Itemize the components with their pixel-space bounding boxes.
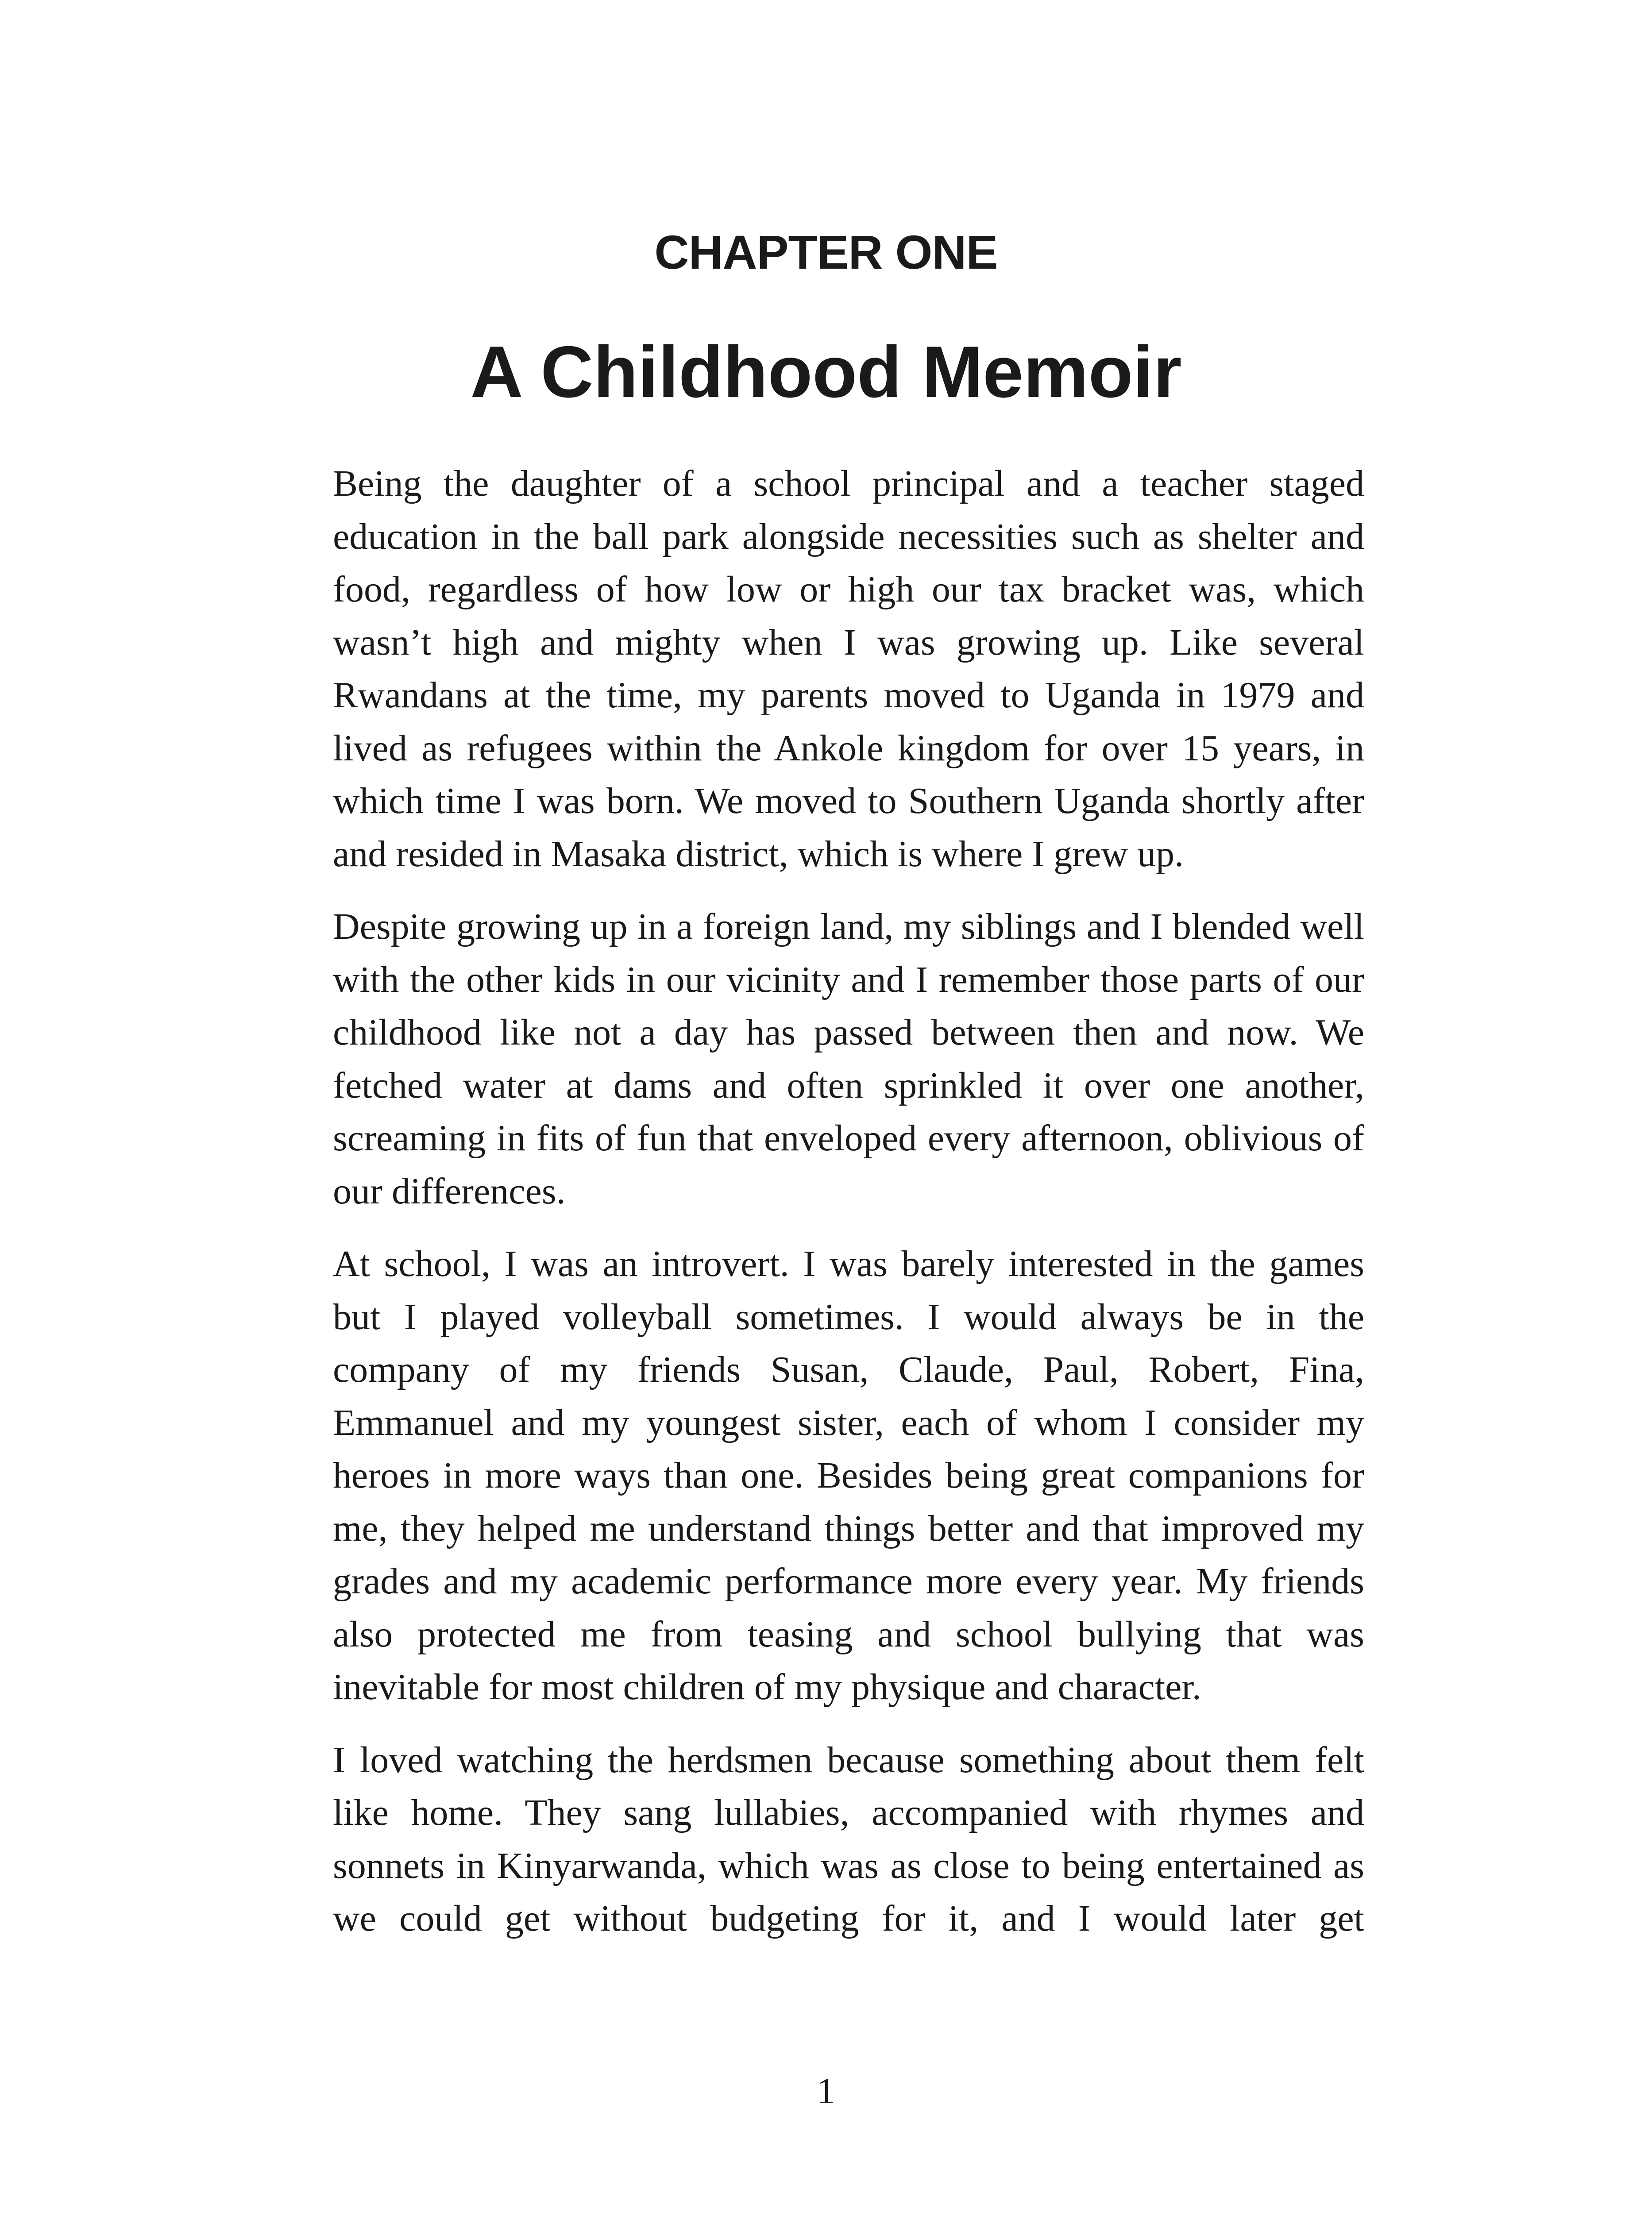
chapter-label: CHAPTER ONE <box>654 225 998 279</box>
chapter-title: A Childhood Memoir <box>470 331 1182 413</box>
paragraph-3: At school, I was an introvert. I was barely interested in the games but I played volleyball sometimes. I would always be in the company of my friends Susan, Claude, Paul, Robert, Fina, Emmanuel and my youngest sister, each of whom I consider my heroes in more ways than one. Besides being great companions for me, they helped me understand things better and that improved my grades and my academic performance more every year. My friends also protected me from teasing and school bullying that was inevitable for most children of my physique and character. <box>333 1243 1364 1708</box>
page-number: 1 <box>817 2070 835 2112</box>
paragraph-1: Being the daughter of a school principal and a teacher staged education in the ball park alongside necessities such as shelter and food, regardless of how low or high our tax bracket was, which wasn’t high and mighty when I was growing up. Like several Rwandans at the time, my parents moved to Uganda in 1979 and lived as refugees within the Ankole kingdom for over 15 years, in which time I was born. We moved to Southern Uganda shortly after and resided in Masaka district, which is where I grew up. <box>333 463 1364 875</box>
paragraph-2: Despite growing up in a foreign land, my siblings and I blended well with the other kids in our vicinity and I remember those parts of our childhood like not a day has passed between then and now. We fetched water at dams and often sprinkled it over one another, screaming in fits of fun that enveloped every afternoon, oblivious of our differences. <box>333 906 1364 1212</box>
paragraph-4: I loved watching the herdsmen because something about them felt like home. They sang lullabies, accompanied with rhymes and sonnets in Kinyarwanda, which was as close to being entertained as we could get without budgeting for it, and I would later get <box>333 1739 1364 1939</box>
chapter-body <box>333 457 1364 1965</box>
